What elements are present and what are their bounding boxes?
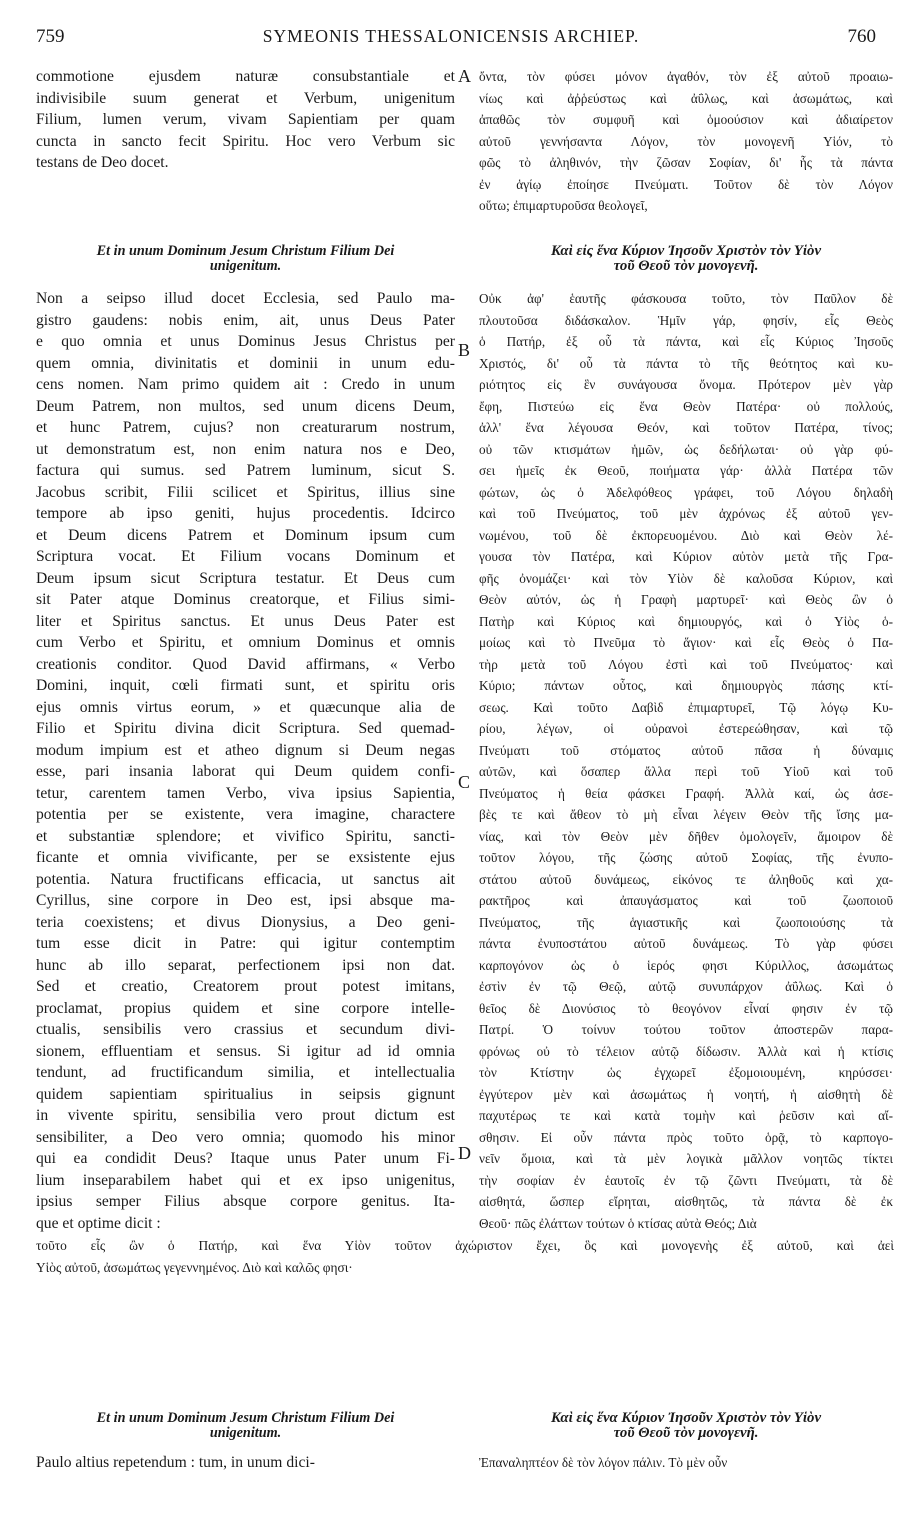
latin-line: gistro gaudens: nobis enim, ait, unus Deus Pater [36, 311, 455, 329]
greek-line: τὴρ μετὰ τοῦ Λόγου ἐστὶ καὶ τοῦ Πνεύματος· καὶ [479, 656, 893, 672]
latin-line: Deum ipsum sicut Scriptura testatur. Et Deus cum [36, 569, 455, 587]
latin-line: Jacobus scribit, Filii scilicet et Spiritus, illius sine [36, 483, 455, 501]
greek-column-section-3 [479, 1452, 893, 1474]
latin-line: ctualis, sensibilis vero crassius et secundum divi- [36, 1021, 455, 1038]
latin-line: sit Pater atque Dominus creatorque, et Filius simi- [36, 591, 455, 608]
greek-line: βὲς τε καὶ ἄθεον τὸ μὴ εἶναι λέγειν Θεὸν τῆς ἴσης μα- [479, 807, 893, 822]
greek-heading-2-line: τοῦ Θεοῦ τὸν μονογενῆ. [613, 1425, 759, 1441]
greek-line: Πατρί. Ὁ τοίνυν τούτου τοῦτον ἀποστερῶν παρα- [479, 1022, 893, 1037]
latin-line: sionem, effluentiam et sensus. Si igitur ad id omnia [36, 1042, 455, 1060]
greek-line: οὐ τῶν κτισμάτων ἡμῶν, ὡς δεδήλωται· οὐ γὰρ φύ- [479, 441, 893, 457]
greek-line: Χριστός, δι' οὗ τὰ πάντα τὸ τῆς θεότητος καὶ κυ- [479, 355, 893, 371]
latin-line: Domini, inquit, cœli firmati sunt, et spiritu oris [36, 677, 455, 694]
latin-line: qui ea condidit Deus? Itaque unus Pater unum Fi- [36, 1150, 455, 1167]
latin-line: tetur, carentem tamen Verbo, viva ipsius Sapientia, [36, 784, 455, 802]
greek-line: στάτου αὐτοῦ δυνάμεως, εἰκόνος τε ἀληθοῦς καὶ χα- [479, 871, 893, 887]
latin-line: Paulo altius repetendum : tum, in unum dici- [36, 1454, 315, 1471]
greek-line: ρίου, λέγων, οἱ οὐρανοὶ ἐστερεώθησαν, καὶ τῷ [479, 721, 893, 736]
latin-heading-1-line: Et in unum Dominum Jesum Christum Filium Dei [96, 243, 395, 259]
greek-line: σθησιν. Εἰ οὖν πάντα πρὸς τοῦτο ὁρᾷ, τὸ καρπογο- [479, 1129, 893, 1145]
latin-line: ipsius semper Filius absque corpore genitus. Ita- [36, 1193, 455, 1210]
running-title: SYMEONIS THESSALONICENSIS ARCHIEP. [262, 26, 640, 46]
greek-line: αὐτοῦ γεννήσαντα Λόγον, τὸν μονογενῆ Υἱόν, τὸ [479, 133, 893, 149]
latin-line: creationis conditor. Quod David affirmans, « Verbo [36, 655, 455, 673]
latin-line: modum impium est et atheo dignum si Deum negas [36, 741, 455, 759]
latin-line: testans de Deo docet. [36, 154, 169, 171]
greek-line: Ἐπαναληπτέον δὲ τὸν λόγον πάλιν. Τὸ μὲν οὖν [479, 1455, 728, 1470]
latin-line: et hunc Patrem, cujus? non creaturarum nostrum, [36, 419, 455, 436]
greek-line: τὸν Κτίστην ὡς ἐγχωρεῖ ἐξομοιουμένη, κηρύσσει· [479, 1065, 893, 1080]
greek-line: αὐτῶν, καὶ ὅσαπερ ἄλλα περὶ τοῦ Υἱοῦ καὶ τοῦ [479, 764, 893, 779]
greek-line: φώτων, ὡς ὁ Ἀδελφόθεος γράφει, τοῦ Λόγου δηλαδὴ [479, 484, 893, 500]
latin-line: esse, pari insania laborat qui Deum quidem confi- [36, 763, 455, 780]
latin-column-section-2 [36, 288, 455, 1234]
greek-line: αἰσθητά, ὥσπερ εἴρηται, αἰσθητῶς, τὰ πάντα δὲ ἐκ [479, 1194, 893, 1209]
latin-line: teria coexistens; et divus Dionysius, a Deo geni- [36, 913, 455, 931]
greek-line: οὕτω; ἐπιμαρτυροῦσα θεολογεῖ, [479, 198, 648, 213]
greek-line: Οὐκ ἀφ' ἑαυτῆς φάσκουσα τοῦτο, τὸν Παῦλον δὲ [479, 291, 893, 306]
greek-line: γουσα τὸν Πατέρα, καὶ Κύριον αὐτὸν μετὰ τῆς Γρα- [479, 549, 893, 564]
latin-line: e quo omnia et unus Dominus Jesus Christus per [36, 333, 455, 350]
latin-line: sensibiliter, a Deo vero omnia; quomodo his minor [36, 1128, 455, 1146]
greek-line: φρόνως οὐ τὸ τέλειον αὐτῷ δίδωσιν. Ἀλλὰ καὶ ἡ κτίσις [479, 1043, 893, 1059]
latin-line: Scriptura vocat. Et Filium vocans Dominum et [36, 548, 455, 565]
greek-line: φῆς ὀνομάζει· καὶ τὸν Υἱὸν δὲ καλοῦσα Κύριον, καὶ [479, 570, 893, 586]
left-page-number: 759 [36, 26, 65, 47]
greek-column-section-1 [479, 66, 893, 217]
latin-line: Sed et creatio, Creatorem prout potest imitans, [36, 978, 455, 995]
latin-line: ut demonstratum est, non enim natura nos e Deo, [36, 440, 455, 458]
latin-line: factura qui sumus. sed Patrem luminum, sicut S. [36, 462, 455, 479]
greek-line: Πνεύματι τοῦ στόματος αὐτοῦ πᾶσα ἡ δύναμις [479, 742, 893, 758]
latin-line: cum Verbo et Spiritu, et omnium Dominus et omnis [36, 634, 455, 651]
greek-line: ριότητος εἰς ἓν συνάγουσα ὄνομα. Πρότερον μὲν γὰρ [479, 377, 893, 392]
latin-line: Cyrillus, sine corpore in Deo est, ipsi absque ma- [36, 892, 455, 909]
greek-line: μοίως καὶ τὸ Πνεῦμα τὸ ἅγιον· καὶ εἷς Θεὸς ὁ Πα- [479, 635, 893, 650]
greek-line: Πατὴρ καὶ Κύριος καὶ δημιουργός, καὶ ὁ Υἱὸς ὁ- [479, 613, 893, 629]
greek-line: ἀπαθῶς τὸν συμφυῆ καὶ ὁμοούσιον καὶ ἀδιαίρετον [479, 112, 893, 127]
greek-full-line: Υἱὸς αὐτοῦ, ἀσωμάτως γεγεννημένος. Διὸ καὶ καλῶς φησι· [36, 1259, 353, 1275]
greek-line: Πνεύματος ἡ θεία φάσκει Γραφή. Ἀλλὰ καί, ὡς ἀσε- [479, 785, 893, 801]
latin-line: et substantiæ splendore; et vivifico Spiritu, sancti- [36, 827, 455, 845]
latin-line: quidem sapientiam spiritualius in seipsis gignunt [36, 1085, 455, 1103]
latin-line: hunc ab illo separat, perfectionem ipsi non dat. [36, 956, 455, 974]
greek-line: Θεὸν αὐτόν, ὡς ἡ Γραφὴ μαρτυρεῖ· καὶ Θεὸς ὢν ὁ [479, 592, 893, 607]
latin-line: potentia per se existente, vera imagine, charactere [36, 806, 455, 823]
margin-letter-d: D [458, 1143, 471, 1163]
page-header [0, 26, 902, 56]
latin-heading-2-line: unigenitum. [209, 1425, 282, 1441]
latin-line: Non a seipso illud docet Ecclesia, sed Paulo ma- [36, 290, 455, 307]
right-page-number: 760 [847, 26, 876, 47]
greek-column-section-2 [479, 288, 893, 1234]
latin-line: que et optime dicit : [36, 1214, 161, 1232]
latin-heading-2 [36, 1411, 455, 1441]
greek-heading-2-line: Καὶ εἰς ἕνα Κύριον Ἰησοῦν Χριστὸν τὸν Υἱὸν [550, 1410, 822, 1426]
greek-line: νωμένου, τοῦ δὲ ἐκπορευομένου. Διὸ καὶ Θεὸν λέ- [479, 527, 893, 543]
greek-heading-1 [479, 244, 893, 274]
greek-line: τοῦτον λόγου, τῆς ζώσης αὐτοῦ Σοφίας, τῆς ἐνυπο- [479, 850, 893, 865]
latin-line: tum esse dicit in Patre: qui igitur contemptim [36, 935, 455, 952]
latin-line: liter et Spiritus sanctus. Et unus Deus Pater est [36, 612, 455, 630]
greek-line: ρακτῆρος καὶ ἀπαυγάσματος καὶ τοῦ ζωοποιοῦ [479, 893, 893, 908]
greek-line: φῶς τὸ ἀληθινόν, τὴν ζῶσαν Σοφίαν, δι' ἧς τὰ πάντα [479, 155, 893, 170]
greek-line: νεῖν ὅμοια, καὶ τὰ μὲν λογικὰ μᾶλλον νοητῶς τίκτει [479, 1151, 893, 1166]
greek-line: ὄντα, τὸν φύσει μόνον ἀγαθόν, τὸν ἐξ αὐτοῦ προαιω- [479, 69, 893, 84]
latin-line: proclamat, propius quidem et sine corpore intelle- [36, 999, 455, 1017]
full-width-greek-continuation [36, 1235, 894, 1278]
greek-heading-2 [479, 1411, 893, 1441]
latin-column-section-3 [36, 1452, 455, 1474]
greek-line: ἔφη, Πιστεύω εἰς ἕνα Θεὸν Πατέρα· οὐ πολλούς, [479, 398, 893, 414]
greek-line: Κύριο; πάντων οὗτος, καὶ δημιουργὸς πάσης κτί- [479, 678, 893, 693]
latin-line: ejus omnis virtus eorum, » et quæcunque alia de [36, 698, 455, 716]
greek-line: σει ἡμεῖς ἐκ Θεοῦ, ποιήματα γάρ· ἀλλὰ Πατέρα τῶν [479, 463, 893, 478]
margin-letter-a: A [458, 66, 471, 86]
greek-line: τὴν σοφίαν ἐν ἑαυτοῖς ἐν τῷ ζῶντι Πνεύματι, τὰ δὲ [479, 1172, 893, 1188]
latin-line: ficante et omnia vivificante, per se exsistente ejus [36, 849, 455, 866]
latin-line: lium inseparabilem habet qui et ex ipso unigenitus, [36, 1171, 455, 1189]
greek-heading-1-line: τοῦ Θεοῦ τὸν μονογενῆ. [613, 258, 759, 274]
latin-line: indivisibile suum generat et Verbum, unigenitum [36, 89, 455, 107]
latin-line: in vivente spiritu, sensibilia vero prout dictum est [36, 1107, 455, 1124]
latin-heading-1 [36, 244, 455, 274]
greek-heading-1-line: Καὶ εἰς ἕνα Κύριον Ἰησοῦν Χριστὸν τὸν Υἱὸν [550, 243, 822, 259]
latin-heading-1-line: unigenitum. [209, 258, 282, 274]
greek-line: πάντα ἐνυποστάτου αὐτοῦ δυνάμεως. Τὸ γὰρ φύσει [479, 936, 893, 951]
greek-line: νίας, καὶ τὸν Θεὸν μὲν δῆθεν ὁμολογεῖν, ἄμοιρον δὲ [479, 828, 893, 844]
margin-letter-c: C [458, 772, 471, 792]
greek-line: Πνεύματος, τῆς ἁγιαστικῆς καὶ ζωοποιούσης τὰ [479, 914, 893, 930]
greek-line: πλουτοῦσα διδάσκαλον. Ἡμῖν γάρ, φησίν, εἷς Θεὸς [479, 312, 893, 328]
latin-line: cuncta in sancto fecit Spiritu. Hoc vero Verbum sic [36, 132, 455, 150]
latin-line: Filium, lumen verum, vivam Sapientiam per quam [36, 111, 455, 128]
greek-line: ὁ Πατήρ, ἐξ οὗ τὰ πάντα, καὶ εἷς Κύριος Ἰησοῦς [479, 334, 893, 349]
latin-line: tendunt, ad fructificandum similia, et intellectualia [36, 1064, 455, 1081]
latin-line: Filio et Spiritu divina dicit Scriptura. Sed quemad- [36, 720, 455, 737]
latin-line: potentia. Natura fructificans efficacia, ut sanctus ait [36, 870, 455, 888]
greek-line: ἐστὶν ἐν τῷ Θεῷ, αὐτῷ συνυπάρχον ἀΰλως. Καὶ ὁ [479, 979, 893, 994]
greek-line: Θεοῦ· πῶς ἐλάττων τούτων ὁ κτίσας αὐτὰ Θεός; Διὰ [479, 1215, 757, 1231]
latin-line: quem omnia, divinitatis et dominii in unum edu- [36, 354, 455, 372]
latin-line: et Deum dicens Patrem et Dominum ipsum cum [36, 526, 455, 544]
greek-full-line: τοῦτο εἷς ὢν ὁ Πατήρ, καὶ ἕνα Υἱὸν τοῦτον ἀχώριστον ἔχει, ὃς καὶ μονογενὴς ἐξ αὐτοῦ, καὶ ἀεὶ [36, 1238, 894, 1253]
latin-column-section-1 [36, 66, 455, 174]
latin-heading-2-line: Et in unum Dominum Jesum Christum Filium Dei [96, 1410, 395, 1426]
greek-line: καρπογόνον ὡς ὁ ἱερός φησι Κύριλλος, ἀσωμάτως [479, 957, 893, 973]
greek-line: καὶ τοῦ Πνεύματος, τοῦ μὲν ἀχρόνως ἐξ αὐτοῦ γεν- [479, 506, 893, 521]
greek-line: νίως καὶ ἀῤῥεύστως καὶ ἀΰλως, καὶ ἀσωμάτως, καὶ [479, 90, 893, 106]
latin-line: tempore ab ipso geniti, hujus procedentis. Idcirco [36, 505, 455, 522]
margin-letter-b: B [458, 340, 471, 360]
greek-line: ἐγγύτερον μὲν καὶ ἀσωμάτως ἡ νοητή, ἡ αἰσθητὴ δὲ [479, 1086, 893, 1102]
latin-line: cens nomen. Nam primo quidem ait : Credo in unum [36, 376, 455, 393]
latin-line: Deum Patrem, non multos, sed unum dicens Deum, [36, 397, 455, 415]
latin-line: commotione ejusdem naturæ consubstantiale et [36, 68, 455, 85]
greek-line: ἀλλ' ἕνα λέγουσα Θεόν, καὶ τοῦτον Πατέρα, τίνος; [479, 420, 893, 435]
greek-line: ἐν ἁγίῳ ἐποίησε Πνεύματι. Τοῦτον δὲ τὸν Λόγον [479, 176, 893, 192]
greek-line: παχυτέρως τε καὶ κατὰ τομὴν καὶ ῥεῦσιν καὶ αἴ- [479, 1108, 893, 1123]
greek-line: σεως. Καὶ τοῦτο Δαβὶδ ἐπιμαρτυρεῖ, Τῷ λόγῳ Κυ- [479, 699, 893, 715]
greek-line: θεῖος δὲ Διονύσιος τὸ θεογόνον εἶναί φησιν ἐν τῷ [479, 1000, 893, 1016]
